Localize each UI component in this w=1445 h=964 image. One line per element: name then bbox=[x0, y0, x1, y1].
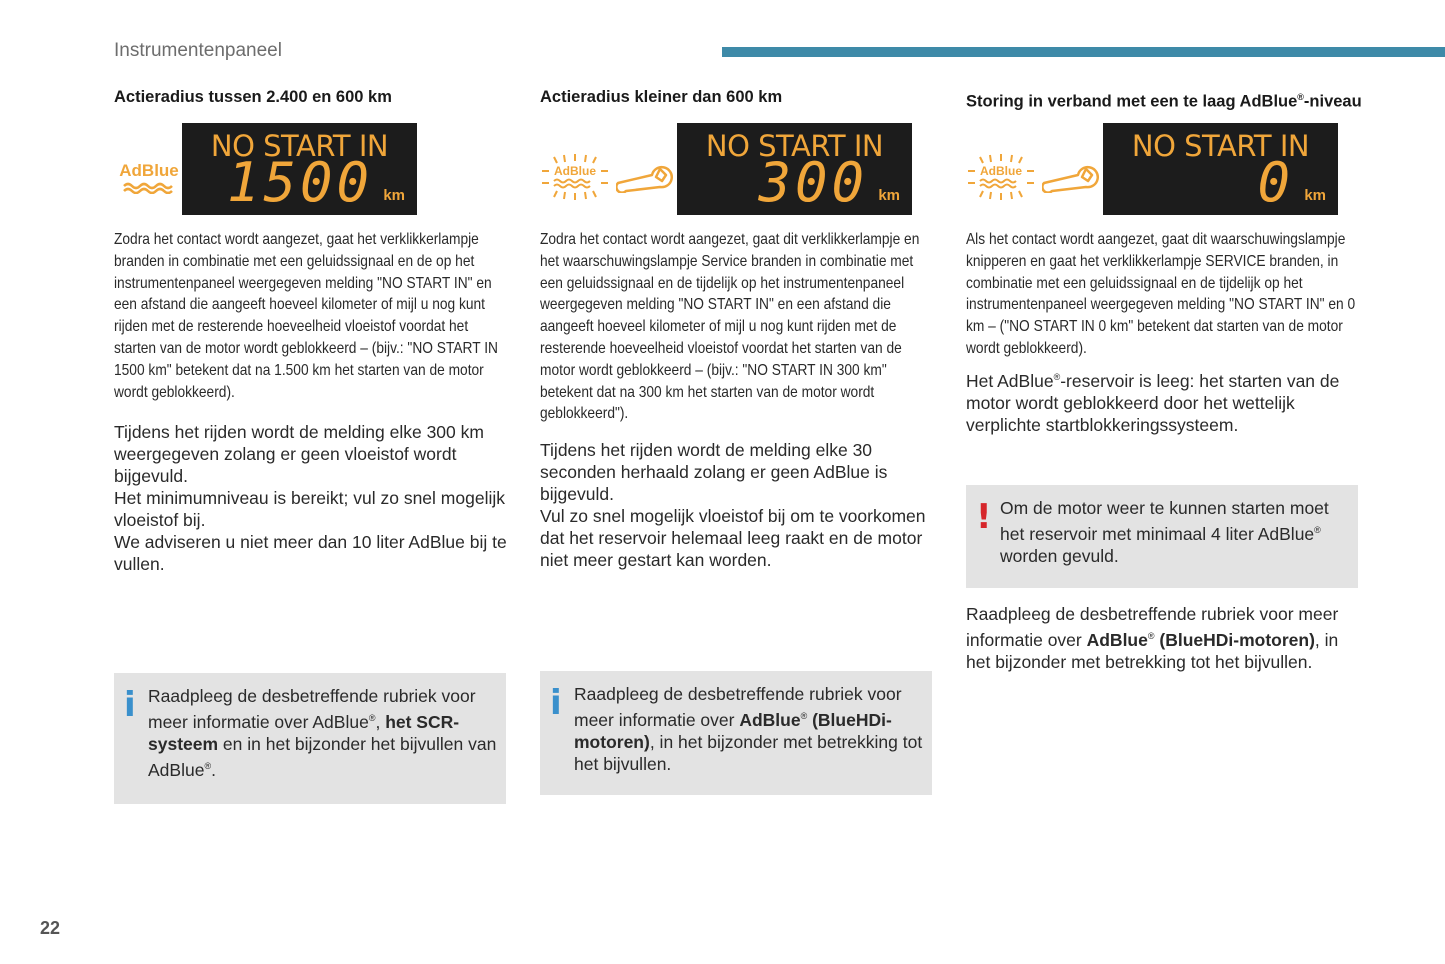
lcd-message: NO START IN bbox=[705, 129, 884, 163]
lcd-message: NO START IN bbox=[1131, 129, 1310, 163]
warning-box bbox=[966, 485, 1358, 588]
section-heading: Actieradius tussen 2.400 en 600 km bbox=[114, 88, 392, 106]
display-row bbox=[966, 123, 1359, 215]
display-row bbox=[114, 123, 507, 215]
header-accent-bar bbox=[722, 47, 1445, 57]
warning-text: Om de motor weer te kunnen starten moet het reservoir met minimaal 4 liter AdBlue® worden gevuld. bbox=[1000, 498, 1329, 566]
page-header-title: Instrumentenpaneel bbox=[114, 40, 282, 61]
lcd-unit: km bbox=[383, 187, 405, 204]
description-text: Als het contact wordt aangezet, gaat dit waarschuwingslampje knipperen en gaat het verklikkerlampje SERVICE branden, in combinatie met een geluidssignaal en de tijdelijk op het instrumentenpaneel weergegeven melding "NO START IN" en 0 km – ("NO START IN 0 km" betekent dat starten van de motor wordt geblokkeerd). bbox=[966, 231, 1356, 357]
reference-text: Raadpleeg de desbetreffende rubriek voor meer informatie over AdBlue® (BlueHDi-motoren), in het bijzonder met betrekking tot het bijvullen. bbox=[966, 604, 1339, 672]
body-line: Tijdens het rijden wordt de melding elke 300 km weergegeven zolang er geen vloeistof wordt bijgevuld. bbox=[114, 422, 484, 487]
info-text: Raadpleeg de desbetreffende rubriek voor meer informatie over AdBlue® (BlueHDi-motoren), in het bijzonder met betrekking tot het bijvullen. bbox=[574, 684, 923, 774]
adblue-icon-label: AdBlue bbox=[980, 164, 1022, 178]
adblue-icon-label: AdBlue bbox=[119, 161, 179, 180]
info-box bbox=[114, 673, 506, 804]
body-line: Vul zo snel mogelijk vloeistof bij om te voorkomen dat het reservoir helemaal leeg raakt en de motor niet meer gestart kan worden. bbox=[540, 506, 926, 571]
lcd-distance-value: 1500 bbox=[226, 151, 373, 214]
page-number: 22 bbox=[40, 918, 61, 938]
display-row bbox=[540, 123, 933, 215]
warning-icon: ! bbox=[976, 497, 992, 537]
adblue-flashing-icon bbox=[540, 153, 610, 201]
info-icon: i bbox=[550, 683, 562, 723]
lcd-unit: km bbox=[1304, 187, 1326, 204]
column-fault-adblue-level bbox=[966, 86, 1362, 436]
body-text bbox=[114, 421, 507, 575]
wrench-service-icon bbox=[1042, 163, 1100, 193]
description-text: Zodra het contact wordt aangezet, gaat dit verklikkerlampje en het waarschuwingslampje Service branden in combinatie met een geluidssignaal en de tijdelijk op het instrumentenpaneel weergegeven melding "NO START IN" en een afstand die aangeeft hoeveel kilometer of mijl u nog kunt rijden met de resterende hoeveelheid vloeistof voordat het starten van de motor wordt geblokkeerd – (bijv.: "NO START IN 300 km" betekent dat na 300 km het starten van de motor wordt geblokkeerd"). bbox=[540, 231, 920, 423]
section-heading: Storing in verband met een te laag AdBlue®-niveau bbox=[966, 92, 1362, 111]
adblue-flashing-icon bbox=[966, 153, 1036, 201]
description-text: Zodra het contact wordt aangezet, gaat het verklikkerlampje branden in combinatie met een geluidssignaal en de op het instrumentenpaneel weergegeven melding "NO START IN" en een afstand die aangeeft hoeveel kilometer of mijl u nog kunt rijden met de resterende hoeveelheid vloeistof voordat het starten van de motor wordt geblokkeerd – (bijv.: "NO START IN 1500 km" betekent dat na 1.500 km het starten van de motor wordt geblokkeerd). bbox=[114, 231, 498, 401]
body-text bbox=[540, 439, 933, 571]
lcd-unit: km bbox=[878, 187, 900, 204]
body-line: Het minimumniveau is bereikt; vul zo snel mogelijk vloeistof bij. bbox=[114, 488, 505, 531]
info-text: Raadpleeg de desbetreffende rubriek voor meer informatie over AdBlue®, het SCR-systeem en in het bijzonder het bijvullen van AdBlue®. bbox=[148, 686, 497, 780]
lcd-display bbox=[182, 123, 417, 215]
column-range-2400-600 bbox=[114, 86, 507, 575]
lcd-distance-value: 0 bbox=[1257, 151, 1294, 214]
body-text: Het AdBlue®-reservoir is leeg: het starten van de motor wordt geblokkeerd door het wettelijk verplichte startblokkeringssysteem. bbox=[966, 370, 1340, 435]
body-line: Tijdens het rijden wordt de melding elke 30 seconden herhaald zolang er geen AdBlue is bijgevuld. bbox=[540, 440, 888, 505]
wrench-service-icon bbox=[616, 163, 674, 193]
adblue-warning-icon bbox=[118, 161, 180, 195]
lcd-distance-value: 300 bbox=[758, 151, 868, 214]
lcd-message: NO START IN bbox=[210, 129, 389, 163]
info-icon: i bbox=[124, 685, 136, 725]
body-line: We adviseren u niet meer dan 10 liter AdBlue bij te vullen. bbox=[114, 532, 507, 575]
adblue-icon-label: AdBlue bbox=[554, 164, 596, 178]
lcd-display bbox=[677, 123, 912, 215]
lcd-display bbox=[1103, 123, 1338, 215]
wave-icon bbox=[118, 182, 180, 194]
column-range-below-600 bbox=[540, 86, 933, 571]
info-box bbox=[540, 671, 932, 795]
section-heading: Actieradius kleiner dan 600 km bbox=[540, 88, 783, 106]
